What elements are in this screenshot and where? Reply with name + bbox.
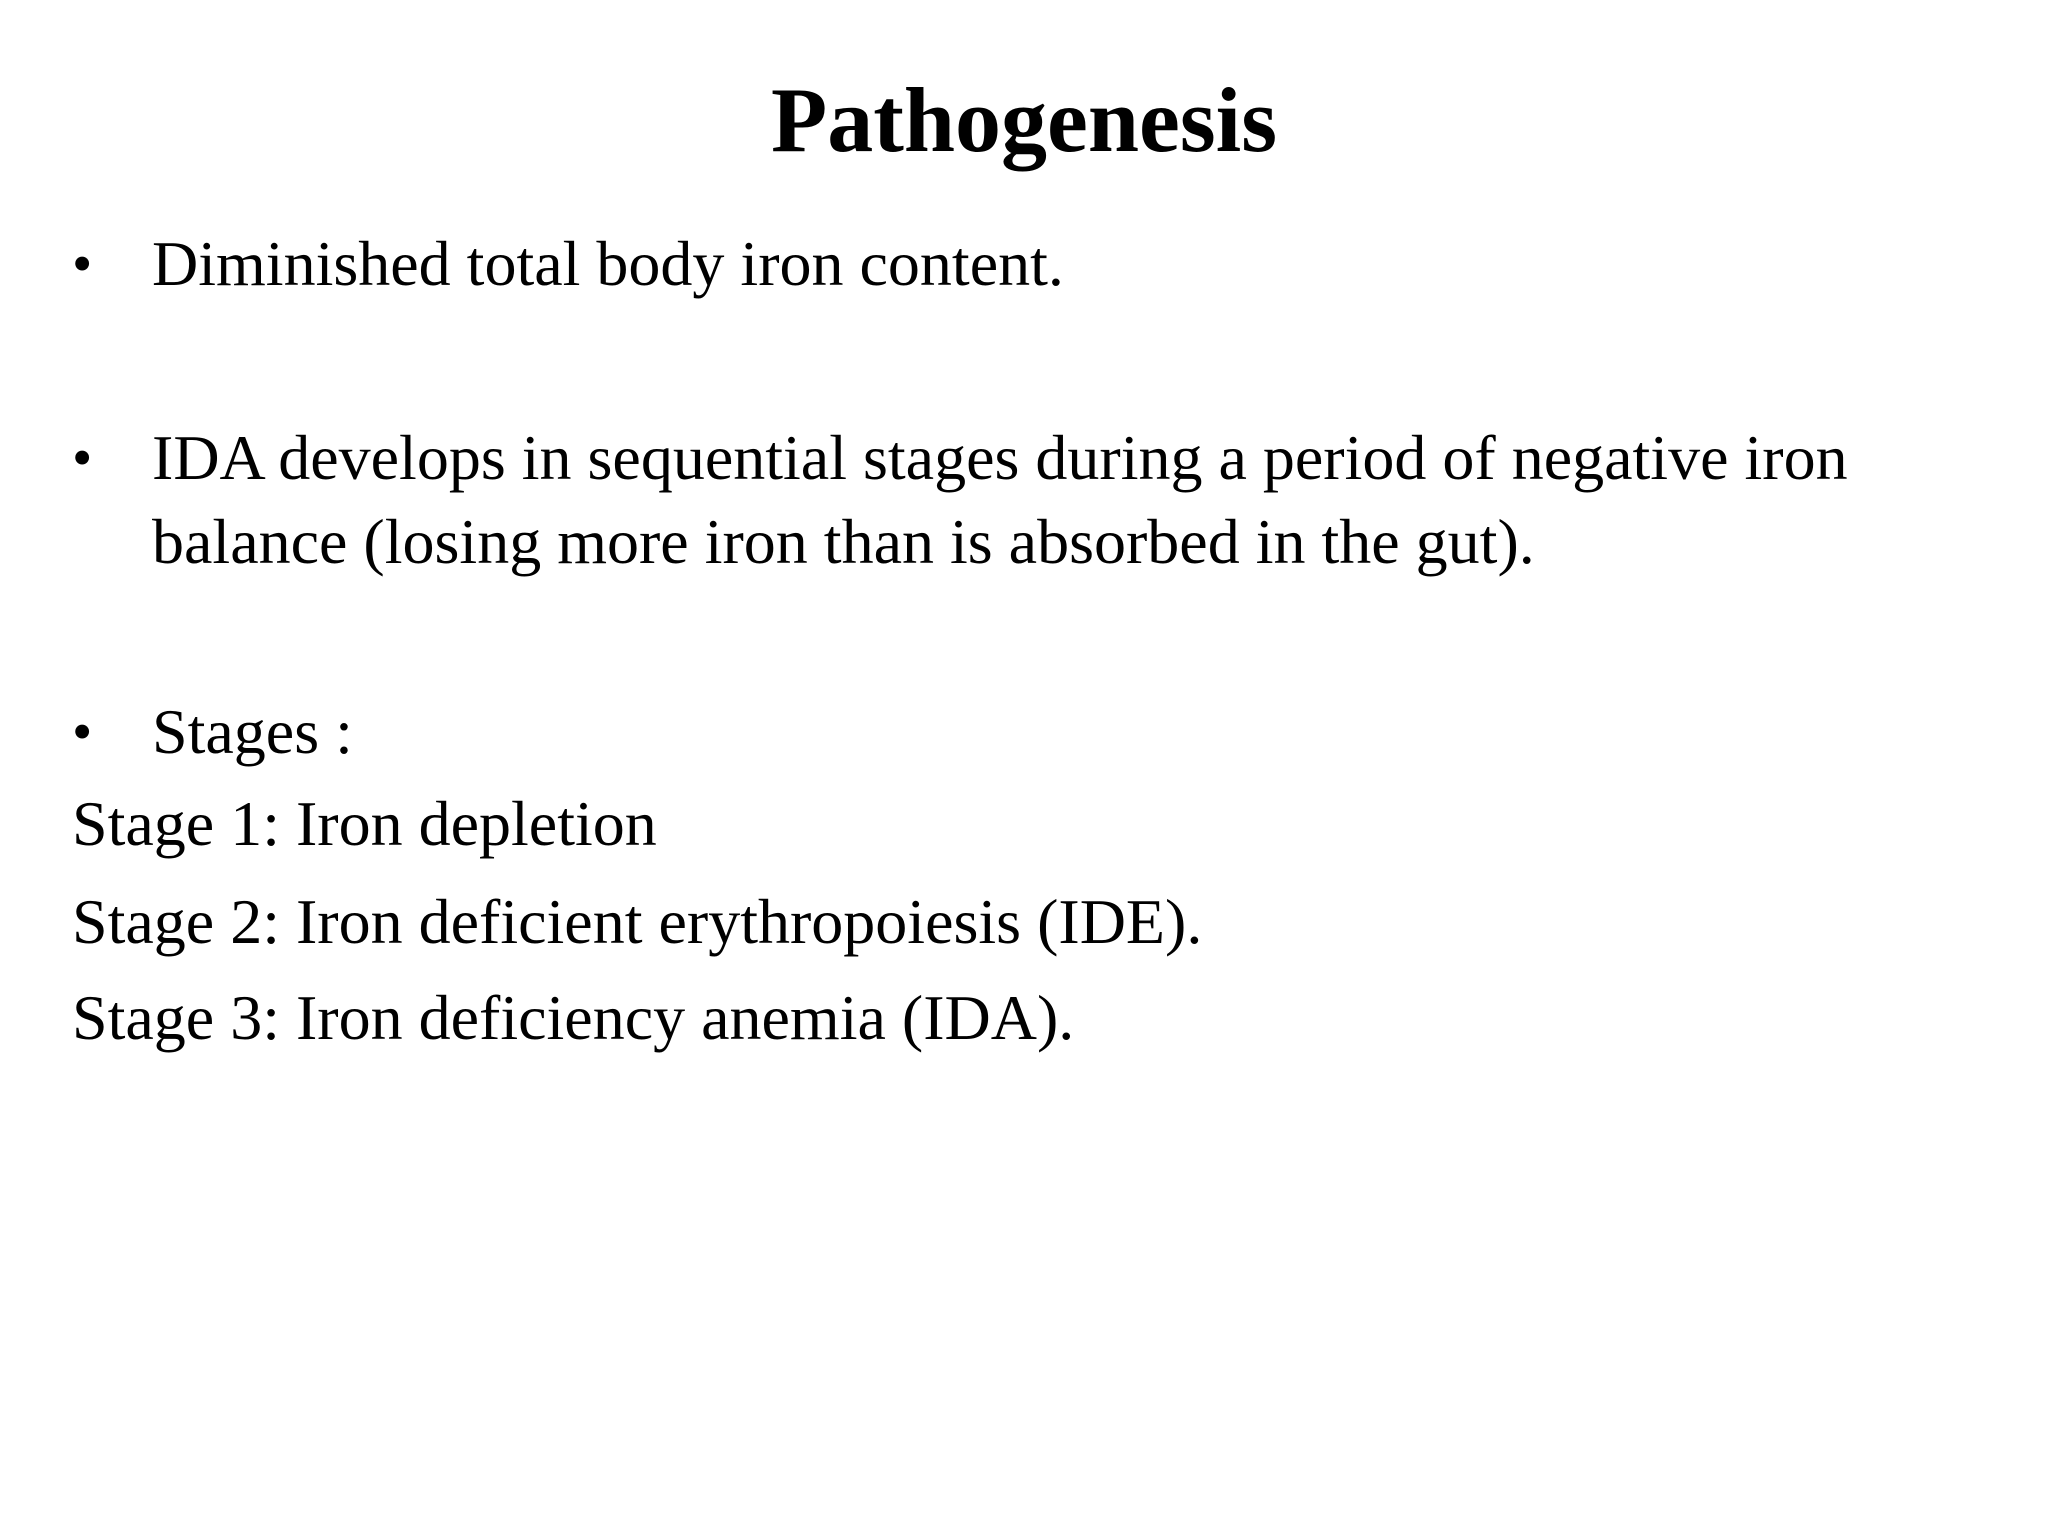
bullet-text: Stages : [152,696,353,767]
stage-line: Stage 1: Iron depletion [72,788,657,859]
bullet-text: Diminished total body iron content. [152,228,1064,299]
bullet-dot-icon: • [72,231,93,296]
bullet-dot-icon: • [72,425,93,490]
stage-line: Stage 3: Iron deficiency anemia (IDA). [72,982,1075,1053]
slide-title: Pathogenesis [771,69,1277,171]
bullet-dot-icon: • [72,699,93,764]
bullet-text: IDA develops in sequential stages during a period of negative iron balance (losing more iron than is absorbed in the gut). [152,422,1848,577]
stage-line: Stage 2: Iron deficient erythropoiesis (IDE). [72,886,1203,957]
